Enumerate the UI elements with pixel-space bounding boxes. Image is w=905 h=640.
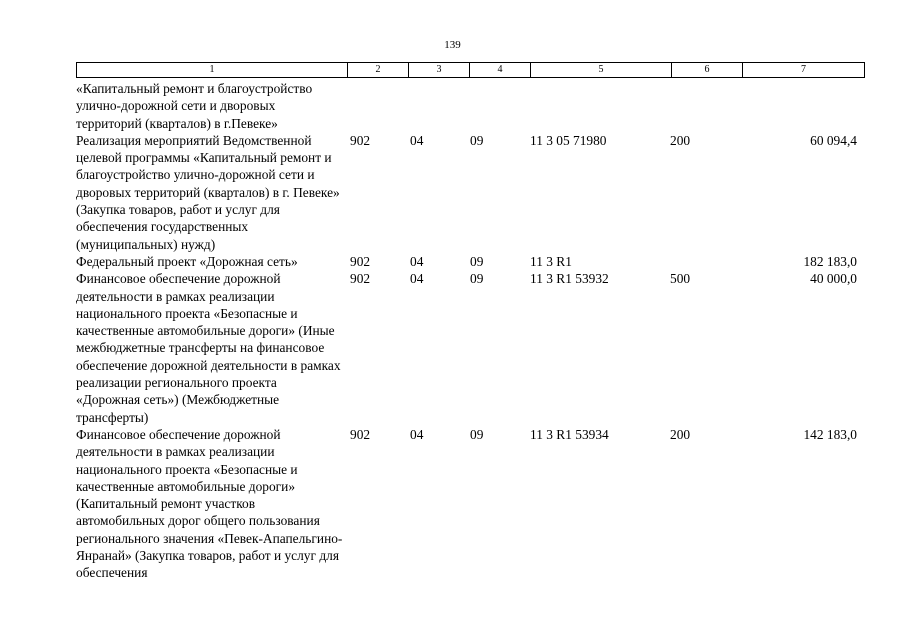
row-expense-type [666, 253, 736, 270]
row-ministry-code: 902 [350, 271, 371, 287]
header-row [77, 63, 865, 78]
row-subsection [466, 80, 526, 132]
row-description: Финансовое обеспечение дорожной деятельности в рамках реализации национального проекта «Безопасные и качественные автомобильные дороги» (Капитальный ремонт участков автомобильных дорог общего пользования регионального значения «Певек-Апапельгино-Янранай» (Закупка товаров, работ и услуг для обеспечения [76, 426, 343, 581]
table-row [76, 426, 857, 582]
row-subsection: 09 [470, 253, 484, 269]
page-number: 139 [444, 39, 461, 51]
row-subsection: 09 [470, 271, 484, 287]
row-subsection: 09 [470, 426, 484, 442]
row-description: Финансовое обеспечение дорожной деятельности в рамках реализации национального проекта «Безопасные и качественные автомобильные дороги» (Иные межбюджетные трансферты на финансовое обеспечение дорожной деятельности в рамках реализации регионального проекта «Дорожная сеть») (Межбюджетные трансферты) [76, 271, 341, 425]
column-number-header [76, 62, 865, 78]
row-amount: 142 183,0 [803, 426, 857, 442]
row-amount: 182 183,0 [803, 253, 857, 269]
row-ministry-code: 902 [350, 132, 371, 148]
row-section: 04 [410, 271, 424, 287]
header-col-7: 7 [743, 63, 865, 78]
row-expense-type [666, 80, 736, 132]
row-expense-type: 500 [670, 271, 691, 287]
table-row [76, 80, 857, 132]
row-target-article: 11 3 R1 [530, 253, 572, 269]
header-col-5: 5 [531, 63, 672, 78]
header-col-3: 3 [409, 63, 470, 78]
header-col-4: 4 [470, 63, 531, 78]
row-amount [736, 80, 857, 132]
row-target-article: 11 3 R1 53934 [530, 426, 609, 442]
row-amount: 40 000,0 [810, 271, 857, 287]
row-description: «Капитальный ремонт и благоустройство улично-дорожной сети и дворовых территорий (кварталов) в г.Певеке» [76, 81, 313, 131]
table-row [76, 132, 857, 253]
row-description: Федеральный проект «Дорожная сеть» [76, 253, 298, 269]
row-section: 04 [410, 253, 424, 269]
budget-table [76, 80, 857, 582]
header-col-6: 6 [672, 63, 743, 78]
row-target-article [526, 80, 666, 132]
row-subsection: 09 [470, 132, 484, 148]
row-ministry-code: 902 [350, 253, 371, 269]
row-section [406, 80, 466, 132]
table-row [76, 253, 857, 270]
header-col-2: 2 [348, 63, 409, 78]
header-col-1: 1 [77, 63, 348, 78]
table-row [76, 270, 857, 426]
row-target-article: 11 3 R1 53932 [530, 271, 609, 287]
row-description: Реализация мероприятий Ведомственной целевой программы «Капитальный ремонт и благоустройство улично-дорожной сети и дворовых территорий (кварталов) в г. Певеке» (Закупка товаров, работ и услуг для обеспечения государственных (муниципальных) нужд) [76, 132, 340, 252]
row-expense-type: 200 [670, 132, 691, 148]
row-section: 04 [410, 132, 424, 148]
row-ministry-code [346, 80, 406, 132]
row-expense-type: 200 [670, 426, 691, 442]
row-amount: 60 094,4 [810, 132, 857, 148]
row-ministry-code: 902 [350, 426, 371, 442]
row-target-article: 11 3 05 71980 [530, 132, 607, 148]
row-section: 04 [410, 426, 424, 442]
